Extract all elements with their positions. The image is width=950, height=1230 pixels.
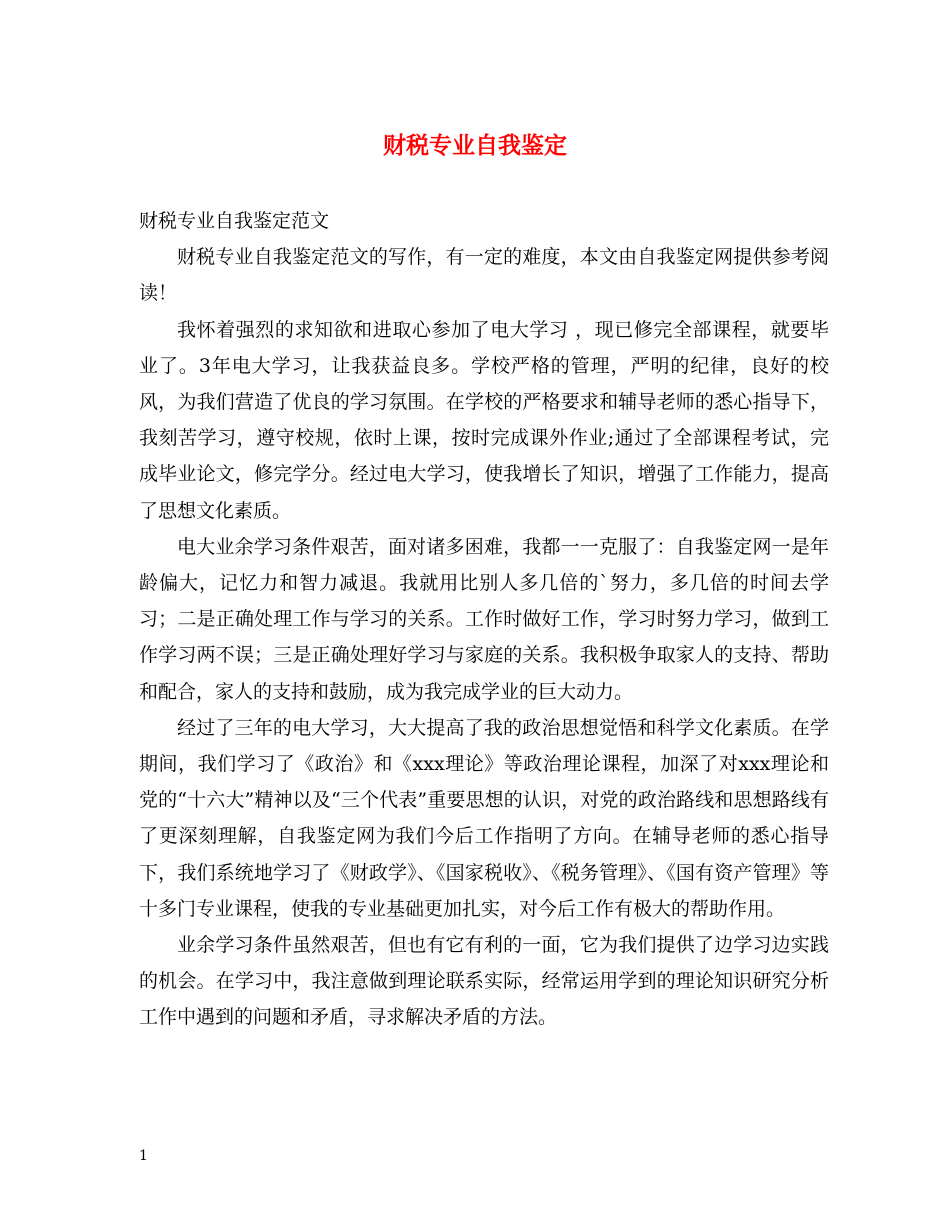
page-number: 1 xyxy=(139,1148,148,1164)
document-subtitle: 财税专业自我鉴定范文 xyxy=(139,210,330,232)
paragraph-intro: 财税专业自我鉴定范文的写作，有一定的难度，本文由自我鉴定网提供参考阅读！ xyxy=(139,246,829,305)
document-body xyxy=(139,203,829,1036)
document-title: 财税专业自我鉴定 xyxy=(383,132,567,159)
paragraph-courses: 经过了三年的电大学习，大大提高了我的政治思想觉悟和科学文化素质。在学期间，我们学习了《政治》和《xxx理论》等政治理论课程，加深了对xxx理论和党的“十六大”精神以及“三个代表”重要思想的认识，对党的政治路线和思想路线有了更深刻理解，自我鉴定网为我们今后工作指明了方向。在辅导老师的悉心指导下，我们系统地学习了《财政学》、《国家税收》、《税务管理》、《国有资产管理》等十多门专业课程，使我的专业基础更加扎实，对今后工作有极大的帮助作用。 xyxy=(139,716,829,920)
paragraph-practice: 业余学习条件虽然艰苦，但也有它有利的一面，它为我们提供了边学习边实践的机会。在学习中，我注意做到理论联系实际，经常运用学到的理论知识研究分析工作中遇到的问题和矛盾，寻求解决矛盾的方法。 xyxy=(139,934,829,1029)
paragraph-study-overview: 我怀着强烈的求知欲和进取心参加了电大学习 ，现已修完全部课程，就要毕业了。3年电大学习，让我获益良多。学校严格的管理，严明的纪律，良好的校风，为我们营造了优良的学习氛围。在学校的严格要求和辅导老师的悉心指导下，我刻苦学习，遵守校规，依时上课，按时完成课外作业;通过了全部课程考试，完成毕业论文，修完学分。经过电大学习，使我增长了知识，增强了工作能力，提高了思想文化素质。 xyxy=(139,318,829,522)
paragraph-difficulties: 电大业余学习条件艰苦，面对诸多困难，我都一一克服了：自我鉴定网一是年龄偏大，记忆力和智力减退。我就用比别人多几倍的`努力，多几倍的时间去学习；二是正确处理工作与学习的关系。工作时做好工作，学习时努力学习，做到工作学习两不误；三是正确处理好学习与家庭的关系。我积极争取家人的支持、帮助和配合，家人的支持和鼓励，成为我完成学业的巨大动力。 xyxy=(139,535,829,703)
